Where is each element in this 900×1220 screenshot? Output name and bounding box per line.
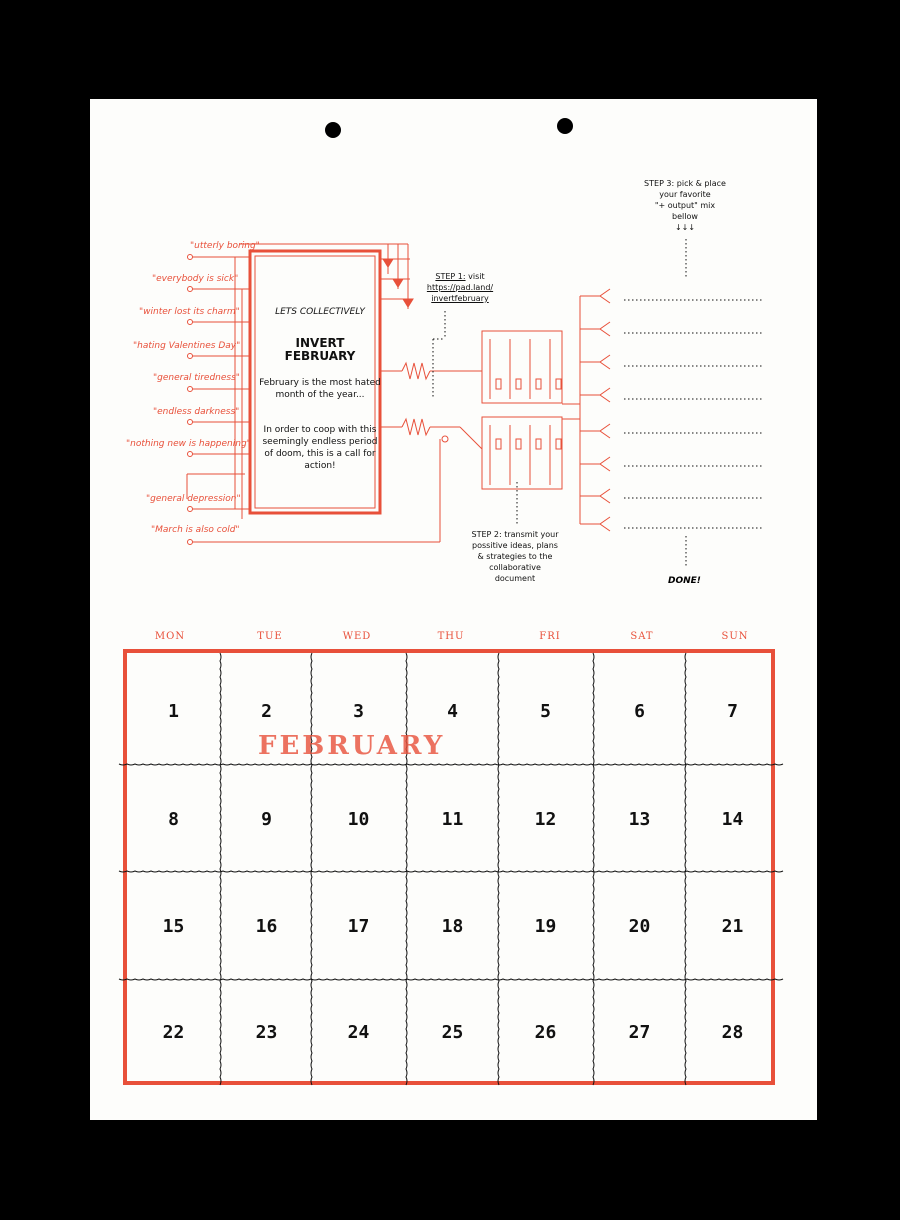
day-cell[interactable]: 13 <box>628 809 651 830</box>
weekday-label: thu <box>437 627 465 643</box>
day-cell[interactable]: 19 <box>534 916 557 937</box>
day-cell[interactable]: 11 <box>441 809 464 830</box>
grid-row-line <box>119 764 783 765</box>
day-cell[interactable]: 4 <box>447 701 458 722</box>
weekday-label: sat <box>630 627 654 643</box>
day-cell[interactable]: 24 <box>347 1022 370 1043</box>
step-3-line1: STEP 3: pick & place <box>644 179 726 188</box>
day-cell[interactable]: 14 <box>721 809 744 830</box>
step-1-link-path[interactable]: invertfebruary <box>431 294 489 303</box>
day-cell[interactable]: 28 <box>721 1022 744 1043</box>
input-label: "utterly boring" <box>190 241 260 251</box>
input-label: "winter lost its charm" <box>139 307 240 317</box>
step-1-label: STEP 1: <box>435 272 466 281</box>
calendar-page <box>90 99 817 1120</box>
input-label: "hating Valentines Day" <box>133 341 241 351</box>
day-cell[interactable]: 18 <box>441 916 464 937</box>
day-cell[interactable]: 26 <box>534 1022 557 1043</box>
weekday-label: wed <box>342 627 372 643</box>
day-cell[interactable]: 3 <box>353 701 364 722</box>
weekday-label: tue <box>257 627 283 643</box>
weekday-label: fri <box>539 627 561 643</box>
input-label: "general tiredness" <box>153 373 240 383</box>
day-cell[interactable]: 12 <box>534 809 557 830</box>
input-label: "general depression" <box>146 494 241 504</box>
day-cell[interactable]: 23 <box>255 1022 278 1043</box>
day-cell[interactable]: 1 <box>168 701 179 722</box>
day-cell[interactable]: 27 <box>628 1022 651 1043</box>
step-3-line3: "+ output" mix <box>654 201 716 210</box>
day-cell[interactable]: 21 <box>721 916 744 937</box>
input-label: "nothing new is happening" <box>126 439 251 449</box>
grid-row-line <box>119 979 783 980</box>
panel-title-line1: INVERT <box>295 336 345 350</box>
day-cell[interactable]: 15 <box>162 916 185 937</box>
grid-row-line <box>119 871 783 872</box>
day-cell[interactable]: 10 <box>347 809 370 830</box>
input-label: "March is also cold" <box>151 525 240 535</box>
month-title: FEBRUARY <box>258 731 446 761</box>
day-cell[interactable]: 20 <box>628 916 651 937</box>
day-cell[interactable]: 9 <box>261 809 272 830</box>
step-3-line2: your favorite <box>659 190 711 199</box>
step-3-line4: bellow <box>672 212 698 221</box>
weekday-label: sun <box>721 627 749 643</box>
day-cell[interactable]: 7 <box>727 701 738 722</box>
panel-call-to-action: In order to coop with this seemingly endless period of doom, this is a call for action! <box>262 425 378 471</box>
panel-subtitle: LETS COLLECTIVELY <box>275 307 365 317</box>
step-1-link[interactable]: https://pad.land/ <box>426 283 494 292</box>
calendar-grid-lines <box>90 99 817 1120</box>
step-3-arrows: ↓↓↓ <box>674 223 696 232</box>
input-label: "endless darkness" <box>153 407 240 417</box>
day-cell[interactable]: 5 <box>540 701 551 722</box>
panel-title-line2: FEBRUARY <box>284 349 356 363</box>
day-cell[interactable]: 25 <box>441 1022 464 1043</box>
day-cell[interactable]: 16 <box>255 916 278 937</box>
panel-description: February is the most hated month of the year... <box>259 378 381 400</box>
day-cell[interactable]: 22 <box>162 1022 185 1043</box>
step-1-text: visit <box>468 272 485 281</box>
day-cell[interactable]: 2 <box>261 701 272 722</box>
day-cell[interactable]: 6 <box>634 701 645 722</box>
weekday-label: mon <box>154 627 186 643</box>
day-cell[interactable]: 8 <box>168 809 179 830</box>
done-label: DONE! <box>668 576 701 586</box>
step-2: STEP 2: transmit your possitive ideas, plans & strategies to the collaborative document <box>471 530 559 583</box>
day-cell[interactable]: 17 <box>347 916 370 937</box>
input-label: "everybody is sick" <box>152 274 239 284</box>
